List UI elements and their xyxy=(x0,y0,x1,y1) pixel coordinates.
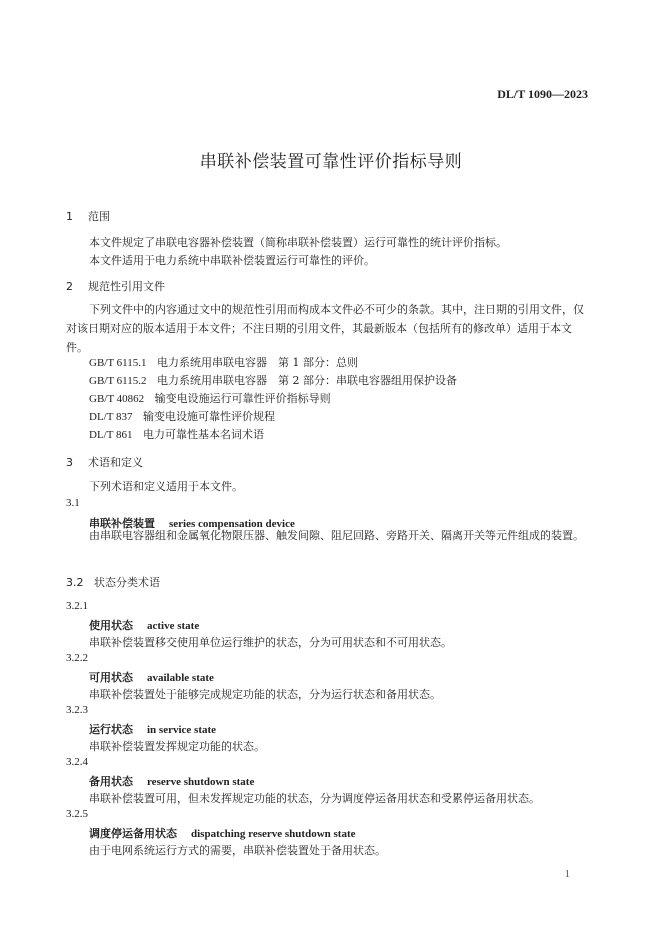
ref-item: DL/T 861 电力可靠性基本名词术语 xyxy=(89,428,264,441)
term-definition: 串联补偿装置处于能够完成规定功能的状态，分为运行状态和备用状态。 xyxy=(89,688,441,701)
term-definition: 由串联电容器组和金属氧化物限压器、触发间隙、阻尼回路、旁路开关、隔离开关等元件组成的装置。 xyxy=(89,529,584,542)
term-title: 串联补偿装置 series compensation device xyxy=(89,517,295,530)
section-1-para-2: 本文件适用于电力系统中串联补偿装置运行可靠性的评价。 xyxy=(89,254,375,267)
ref-item: GB/T 6115.1 电力系统用串联电容器 第 1 部分：总则 xyxy=(89,356,358,369)
term-definition: 串联补偿装置移交使用单位运行维护的状态，分为可用状态和不可用状态。 xyxy=(89,636,452,649)
term-definition: 由于电网系统运行方式的需要，串联补偿装置处于备用状态。 xyxy=(89,844,386,857)
section-3-2-heading: 3.2 状态分类术语 xyxy=(66,576,160,589)
term-title: 备用状态 reserve shutdown state xyxy=(89,775,255,788)
document-title: 串联补偿装置可靠性评价指标导则 xyxy=(199,152,463,172)
clause-number: 3.2.2 xyxy=(66,652,88,664)
ref-item: DL/T 837 输变电设施可靠性评价规程 xyxy=(89,410,275,423)
clause-number: 3.2.3 xyxy=(66,704,88,716)
clause-number: 3.2.5 xyxy=(66,808,88,820)
term-title: 使用状态 active state xyxy=(89,619,200,632)
ref-item: GB/T 40862 输变电设施运行可靠性评价指标导则 xyxy=(89,392,331,405)
standard-number: DL/T 1090—2023 xyxy=(497,87,588,101)
page-number: 1 xyxy=(564,868,570,880)
clause-number: 3.2.4 xyxy=(66,756,88,768)
section-1-para-1: 本文件规定了串联电容器补偿装置（简称串联补偿装置）运行可靠性的统计评价指标。 xyxy=(89,236,507,249)
section-2-heading: 2 规范性引用文件 xyxy=(66,280,165,293)
term-title: 可用状态 available state xyxy=(89,671,214,684)
term-definition: 串联补偿装置可用，但未发挥规定功能的状态，分为调度停运备用状态和受累停运备用状态。 xyxy=(89,792,540,805)
section-3-intro: 下列术语和定义适用于本文件。 xyxy=(89,480,243,493)
section-2-intro: 下列文件中的内容通过文中的规范性引用而构成本文件必不可少的条款。其中，注日期的引用文件，仅对该日期对应的版本适用于本文件；不注日期的引用文件，其最新版本（包括所有的修改单）适用于本文件。 xyxy=(66,303,584,354)
ref-item: GB/T 6115.2 电力系统用串联电容器 第 2 部分：串联电容器组用保护设备 xyxy=(89,374,457,387)
section-3-heading: 3 术语和定义 xyxy=(66,456,143,469)
section-1-heading: 1 范围 xyxy=(66,210,110,223)
term-title: 调度停运备用状态 dispatching reserve shutdown state xyxy=(89,827,356,840)
clause-number: 3.2.1 xyxy=(66,600,88,612)
term-definition: 串联补偿装置发挥规定功能的状态。 xyxy=(89,740,265,753)
term-title: 运行状态 in service state xyxy=(89,723,217,736)
clause-number: 3.1 xyxy=(66,497,80,509)
